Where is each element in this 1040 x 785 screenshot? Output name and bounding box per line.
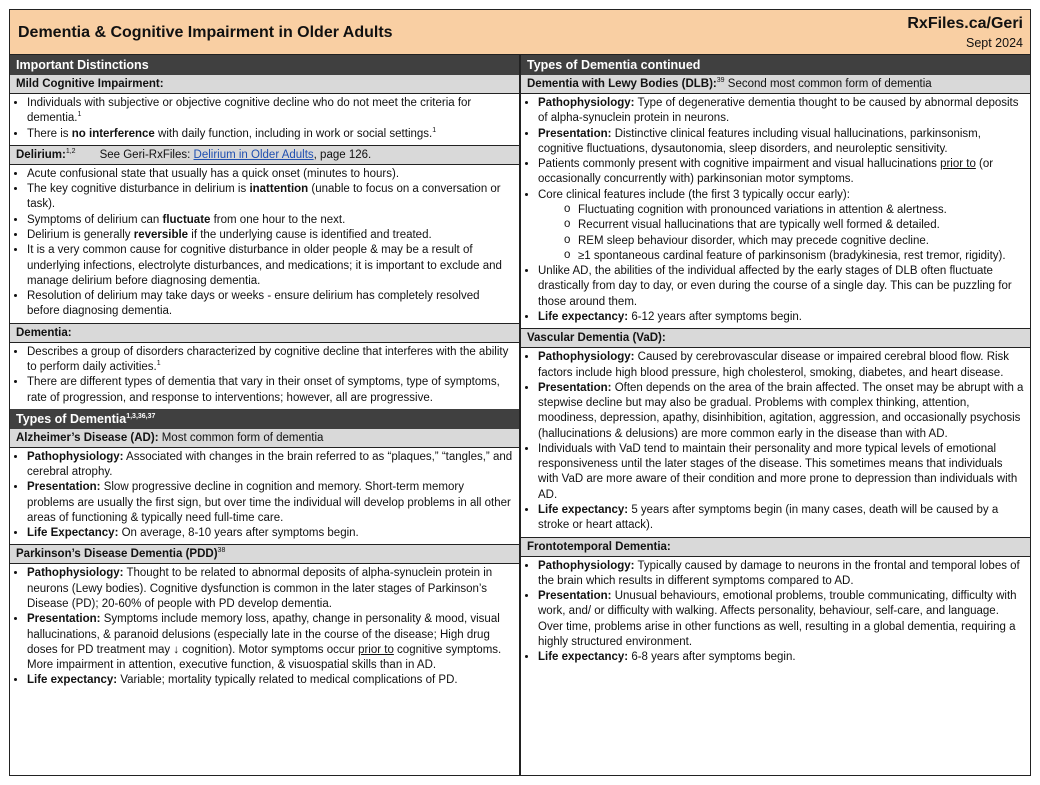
list-item: • It is a very common cause for cognitive disturbance in older people & may be a result of underlying infections, electrolyte disturbances, and medications; it is important to exclude and manage delirium before diagnosing dementia.: [27, 243, 513, 289]
dementia-section: [10, 343, 519, 409]
list-item: • Life expectancy: 5 years after symptoms begin (in many cases, death will be caused by a stroke or heart attack).: [538, 503, 1024, 534]
list-item: • Presentation: Slow progressive decline in cognition and memory. Short-term memory problems are usually the first sign, but over time the individual will develop problems in all other areas of functioning & typically need full-time care.: [27, 480, 513, 526]
list-item: • There is no interference with daily function, including in work or social settings.$^1$: [27, 127, 513, 142]
document-page: [9, 9, 1031, 776]
list-item: • Pathophysiology: Typically caused by damage to neurons in the frontal and temporal lobes of the brain which results in different symptoms compared to AD.: [538, 559, 1024, 590]
list-item: • Resolution of delirium may take days or weeks - ensure delirium has completely resolved before diagnosing dementia.: [27, 289, 513, 320]
list-item: • Delirium is generally reversible if the underlying cause is identified and treated.: [27, 228, 513, 243]
sub-list-item: o ≥1 spontaneous cardinal feature of parkinsonism (bradykinesia, rest tremor, rigidity).: [578, 249, 1024, 264]
right-column: [521, 55, 1030, 775]
list-item: • Life expectancy: 6-12 years after symptoms begin.: [538, 310, 1024, 325]
types-of-dementia-heading: Types of Dementia$^{1,3,36,37}$: [10, 409, 519, 429]
dementia-heading: Dementia:: [10, 323, 519, 343]
list-item: • Symptoms of delirium can fluctuate from one hour to the next.: [27, 213, 513, 228]
list-item: • Presentation: Often depends on the area of the brain affected. The onset may be abrupt with a stepwise decline but may also be gradual. Problems with complex thinking, attention, moodiness, depression, apathy, disinhibition, agitation, aggression, and occasionally psychosis (hallucinations & delusions) are more common early in the disease than with AD.: [538, 381, 1024, 442]
list-item: • Individuals with subjective or objective cognitive decline who do not meet the criteria for dementia.$^1$: [27, 96, 513, 127]
delirium-heading: Delirium:$^{1,2}$ See Geri-RxFiles: Delirium in Older Adults, page 126.: [10, 145, 519, 165]
sub-list-item: o Recurrent visual hallucinations that are typically well formed & detailed.: [578, 218, 1024, 233]
pdd-heading: Parkinson’s Disease Dementia (PDD)$^{38}$: [10, 544, 519, 564]
important-distinctions-heading: Important Distinctions: [10, 55, 519, 75]
list-item: • There are different types of dementia that vary in their onset of symptoms, type of symptoms, rate of progression, and response to interventions; however, all are progressive.: [27, 375, 513, 406]
list-item: • Patients commonly present with cognitive impairment and visual hallucinations prior to (or occasionally concurrently with) parkinsonian motor symptoms.: [538, 157, 1024, 188]
list-item: • Life Expectancy: On average, 8-10 years after symptoms begin.: [27, 526, 513, 541]
types-continued-heading: Types of Dementia continued: [521, 55, 1030, 75]
list-item: • Presentation: Unusual behaviours, emotional problems, trouble communicating, difficulty with work, and/ or difficulty with walking. Affects personality, behaviour, self-care, and language. Over time, problems arise in other functions as well, resulting in a global dementia, requiring a highly structured environment.: [538, 589, 1024, 650]
delirium-section: [10, 165, 519, 323]
delirium-guide-link[interactable]: Delirium in Older Adults: [193, 148, 314, 161]
pdd-section: [10, 564, 519, 691]
list-item: • Describes a group of disorders characterized by cognitive decline that interferes with the ability to perform daily activities.$^1$: [27, 345, 513, 376]
list-item: • The key cognitive disturbance in delirium is inattention (unable to focus on a conversation or task).: [27, 182, 513, 213]
publication-date: Sept 2024: [966, 36, 1023, 50]
alzheimers-section: [10, 448, 519, 545]
ftd-section: [521, 557, 1030, 669]
site-name: RxFiles.ca/Geri: [907, 15, 1023, 32]
mci-section: [10, 94, 519, 145]
list-item: • Acute confusional state that usually has a quick onset (minutes to hours).: [27, 167, 513, 182]
document-header: [10, 10, 1030, 55]
list-item: • Presentation: Symptoms include memory loss, apathy, change in personality & mood, visual hallucinations, & paranoid delusions (especially late in the course of the disease; High drug doses for PD treatment may ↓ cognition). Motor symptoms occur prior to cognitive symptoms. More impairment in attention, executive function, & visuospatial skills than in AD.: [27, 612, 513, 673]
list-item: • Life expectancy: 6-8 years after symptoms begin.: [538, 650, 1024, 665]
list-item: • Pathophysiology: Caused by cerebrovascular disease or impaired cerebral blood flow. Risk factors include high blood pressure, high cholesterol, smoking, diabetes, and heart disease.: [538, 350, 1024, 381]
list-item: • Pathophysiology: Associated with changes in the brain referred to as “plaques,” “tangles,” and cerebral atrophy.: [27, 450, 513, 481]
vad-section: [521, 348, 1030, 536]
list-item: • Core clinical features include (the first 3 typically occur early): o Fluctuating cognition with pronounced variations in attention & alertness. o Recurrent visual hallucinations that are typically well formed & detailed. o REM sleep behaviour disorder, which may precede cognitive decline. o ≥1 spontaneous cardinal feature of parkinsonism (bradykinesia, rest tremor, rigidity).: [538, 188, 1024, 264]
dlb-section: [521, 94, 1030, 328]
document-title: Dementia & Cognitive Impairment in Older Adults: [18, 24, 393, 41]
vad-heading: Vascular Dementia (VaD):: [521, 328, 1030, 348]
list-item: • Presentation: Distinctive clinical features including visual hallucinations, parkinsonism, cognitive fluctuations, dysautonomia, sleep disorders, and neuroleptic sensitivity.: [538, 127, 1024, 158]
left-column: [10, 55, 521, 775]
ftd-heading: Frontotemporal Dementia:: [521, 537, 1030, 557]
list-item: • Unlike AD, the abilities of the individual affected by the early stages of DLB often fluctuate drastically from day to day, or even during the course of a single day. This can be puzzling for those around them.: [538, 264, 1024, 310]
mci-heading: Mild Cognitive Impairment:: [10, 75, 519, 94]
list-item: • Pathophysiology: Type of degenerative dementia thought to be caused by abnormal deposits of alpha-synuclein protein in neurons.: [538, 96, 1024, 127]
list-item: • Individuals with VaD tend to maintain their personality and more typical levels of emotional responsiveness until the later stages of the disease. This sometimes means that individuals with VaD are more aware of their condition and more prone to depression than individuals with AD.: [538, 442, 1024, 503]
sub-list-item: o Fluctuating cognition with pronounced variations in attention & alertness.: [578, 203, 1024, 218]
sub-list-item: o REM sleep behaviour disorder, which may precede cognitive decline.: [578, 234, 1024, 249]
core-features-list: [538, 203, 1024, 264]
list-item: • Pathophysiology: Thought to be related to abnormal deposits of alpha-synuclein protein in neurons (Lewy bodies). Cognitive dysfunction is common in the later stages of Parkinson’s Disease (PD); 20-60% of people with PD develop dementia.: [27, 566, 513, 612]
alzheimers-heading: Alzheimer’s Disease (AD): Most common form of dementia: [10, 429, 519, 448]
dlb-heading: Dementia with Lewy Bodies (DLB):$^{39}$ Second most common form of dementia: [521, 75, 1030, 94]
list-item: • Life expectancy: Variable; mortality typically related to medical complications of PD.: [27, 673, 513, 688]
